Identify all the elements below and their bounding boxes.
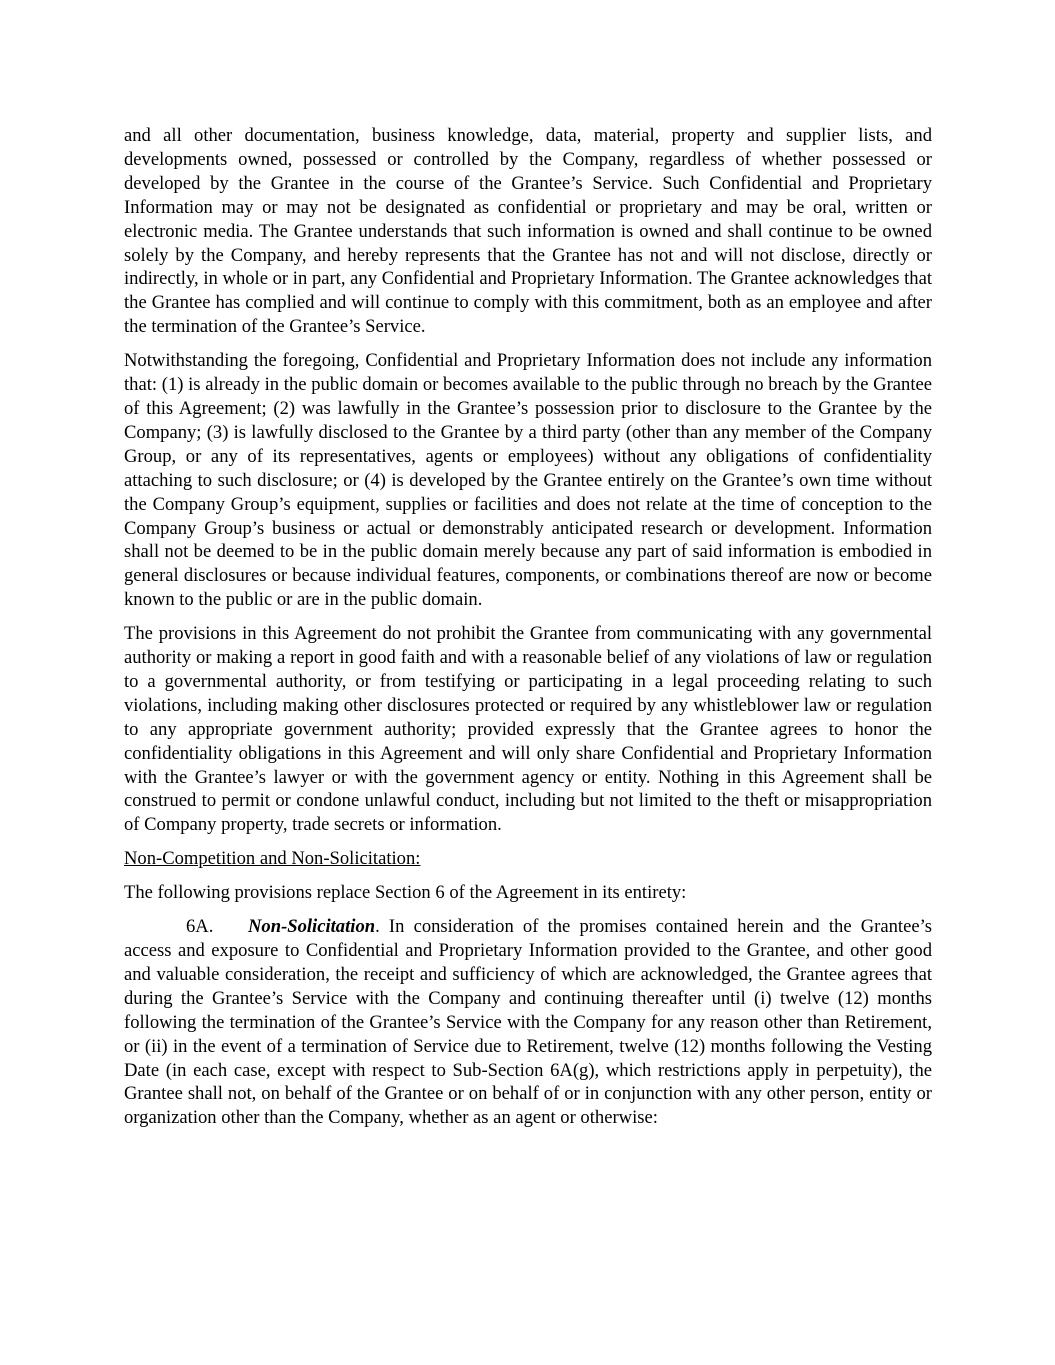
section-6a-paragraph [124, 915, 932, 1130]
paragraph-replacement-intro: The following provisions replace Section 6 of the Agreement in its entirety: [124, 882, 687, 904]
section-6a-title: Non-Solicitation [248, 916, 376, 938]
paragraph-whistleblower: The provisions in this Agreement do not prohibit the Grantee from communicating with any governmental authority or making a report in good faith and with a reasonable belief of any violations of law or regulation to a governmental authority, or from testifying or participating in a legal proceeding relating to such violations, including making other disclosures protected or required by any whistleblower law or regulation to any appropriate government authority; provided expressly that the Grantee agrees to honor the confidentiality obligations in this Agreement and will only share Confidential and Proprietary Information with the Grantee’s lawyer or with the government agency or entity. Nothing in this Agreement shall be construed to permit or condone unlawful conduct, including but not limited to the theft or misappropriation of Company property, trade secrets or information. [124, 623, 932, 836]
paragraph-exclusions: Notwithstanding the foregoing, Confidential and Proprietary Information does not include any information that: (1) is already in the public domain or becomes available to the public through no breach by the Grantee of this Agreement; (2) was lawfully in the Grantee’s possession prior to disclosure to the Grantee by the Company; (3) is lawfully disclosed to the Grantee by a third party (other than any member of the Company Group, or any of its representatives, agents or employees) without any obligations of confidentiality attaching to such disclosure; or (4) is developed by the Grantee entirely on the Grantee’s own time without the Company Group’s equipment, supplies or facilities and does not relate at the time of conception to the Company Group’s business or actual or demonstrably anticipated research or development. Information shall not be deemed to be in the public domain merely because any part of said information is embodied in general disclosures or because individual features, components, or combinations thereof are now or become known to the public or are in the public domain. [124, 350, 932, 611]
document-page [124, 124, 932, 1140]
paragraph-confidential-info: and all other documentation, business knowledge, data, material, property and supplier lists, and developments owned, possessed or controlled by the Company, regardless of whether possessed or developed by the Grantee in the course of the Grantee’s Service. Such Confidential and Proprietary Information may or may not be designated as confidential or proprietary and may be oral, written or electronic media. The Grantee understands that such information is owned and shall continue to be owned solely by the Company, and hereby represents that the Grantee has not and will not disclose, directly or indirectly, in whole or in part, any Confidential and Proprietary Information. The Grantee acknowledges that the Grantee has complied and will continue to comply with this commitment, both as an employee and after the termination of the Grantee’s Service. [124, 125, 932, 338]
section-heading-non-competition: Non-Competition and Non-Solicitation: [124, 848, 421, 870]
section-6a-number: 6A. [186, 916, 214, 938]
section-6a-body: In consideration of the promises contained herein and the Grantee’s access and exposure to Confidential and Proprietary Information provided to the Grantee, and other good and valuable consideration, the receipt and sufficiency of which are acknowledged, the Grantee agrees that during the Grantee’s Service with the Company and continuing thereafter until (i) twelve (12) months following the termination of the Grantee’s Service with the Company for any reason other than Retirement, or (ii) in the event of a termination of Service due to Retirement, twelve (12) months following the Vesting Date (in each case, except with respect to Sub-Section 6A(g), which restrictions apply in perpetuity), the Grantee shall not, on behalf of the Grantee or on behalf of or in conjunction with any other person, entity or organization other than the Company, whether as an agent or otherwise: [124, 916, 932, 1129]
section-6a-title-punct: . [375, 916, 380, 938]
